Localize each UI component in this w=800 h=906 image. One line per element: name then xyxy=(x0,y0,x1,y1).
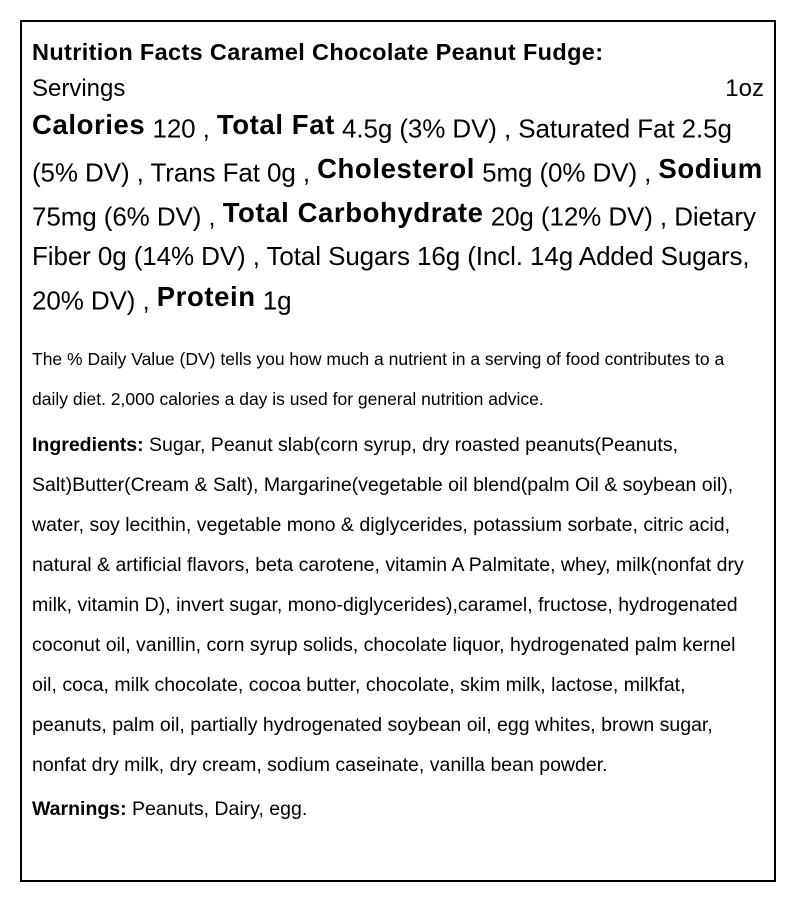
nutrient-separator: , xyxy=(652,200,675,231)
warnings-label: Warnings: xyxy=(32,797,127,820)
nutrient-value: 5mg (0% DV) xyxy=(482,157,638,188)
nutrient-value: 20g (12% DV) xyxy=(490,200,653,231)
nutrient-name: Cholesterol xyxy=(317,152,475,184)
daily-value-note: The % Daily Value (DV) tells you how much a nutrient in a serving of food contributes to a daily diet. 2,000 calories a day is used for general nutrition advice. xyxy=(32,348,725,409)
nutrient-name: Total Carbohydrate xyxy=(222,196,484,228)
nutrient-separator: , xyxy=(195,113,217,144)
nutrient-separator: , xyxy=(201,200,223,231)
nutrient-name: Sodium xyxy=(658,152,763,184)
nutrient-value: 120 xyxy=(152,113,196,144)
nutrient-name: Trans Fat xyxy=(150,157,260,188)
nutrient-value: 4.5g (3% DV) xyxy=(342,113,497,144)
nutrient-value: 1g xyxy=(262,285,292,316)
nutrient-value: 75mg (6% DV) xyxy=(32,200,202,231)
warnings-text: Peanuts, Dairy, egg. xyxy=(132,797,308,820)
ingredients-text: Sugar, Peanut slab(corn syrup, dry roasted peanuts(Peanuts, Salt)Butter(Cream & Salt), Margarine(vegetable oil blend(palm Oil & soybean oil), water, soy lecithin, vegetable mono & diglycerides, potassium sorbate, citric acid, natural & artificial flavors, beta carotene, vitamin A Palmitate, whey, milk(nonfat dry milk, vitamin D), invert sugar, mono-diglycerides),caramel, fructose, hydrogenated coconut oil, vanillin, corn syrup solids, chocolate liquor, hydrogenated palm kernel oil, coca, milk chocolate, cocoa butter, chocolate, skim milk, lactose, milkfat, peanuts, palm oil, partially hydrogenated soybean oil, egg whites, brown sugar, nonfat dry milk, dry cream, sodium caseinate, vanilla bean powder. xyxy=(32,433,744,776)
nutrition-label xyxy=(20,20,776,882)
nutrient-name: Saturated Fat xyxy=(518,113,675,144)
nutrient-separator: , xyxy=(637,157,659,188)
servings-label: Servings xyxy=(32,75,126,102)
nutrient-name: Total Fat xyxy=(216,109,335,140)
nutrient-name: Total Sugars xyxy=(266,241,410,272)
nutrient-value: 0g xyxy=(266,157,296,188)
ingredients-label: Ingredients: xyxy=(32,433,144,456)
nutrient-value: 2.5g (5% DV) xyxy=(32,113,732,188)
nutrient-name: Calories xyxy=(32,109,146,140)
nutrients-paragraph xyxy=(32,105,764,321)
nutrient-separator: , xyxy=(245,241,267,272)
nutrient-value: 0g (14% DV) xyxy=(97,241,246,272)
nutrient-separator: , xyxy=(295,157,318,188)
ingredients-section xyxy=(32,425,764,785)
nutrient-separator: , xyxy=(135,285,157,316)
nutrient-name: Protein xyxy=(156,280,256,312)
nutrient-name: Dietary Fiber xyxy=(32,200,756,272)
nutrient-value: 16g (Incl. 14g Added Sugars, 20% DV) xyxy=(32,241,750,316)
servings-value: 1oz xyxy=(725,75,764,102)
warnings-section xyxy=(32,795,764,823)
nutrient-separator: , xyxy=(496,113,519,144)
nutrient-separator: , xyxy=(129,157,151,188)
servings-row xyxy=(32,73,764,105)
label-title: Nutrition Facts Caramel Chocolate Peanut Fudge: xyxy=(32,39,604,65)
